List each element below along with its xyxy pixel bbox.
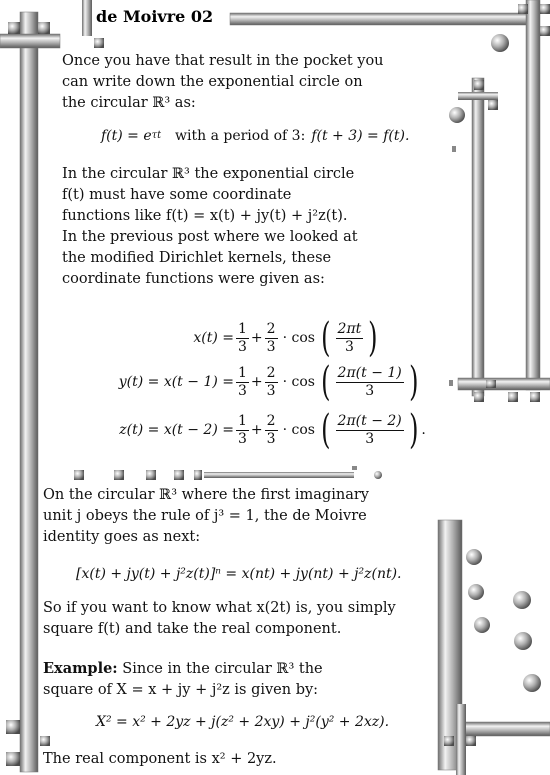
chrome-ball [474, 617, 490, 633]
frame-bar [82, 0, 92, 36]
frame-square [508, 392, 518, 402]
equation-square: X² = x² + 2yz + j(z² + 2xy) + j²(y² + 2xz). [96, 714, 390, 730]
paragraph-square: So if you want to know what x(2t) is, you simply square f(t) and take the real component. [43, 600, 396, 637]
example-label: Example: [43, 660, 118, 677]
frame-square [352, 466, 357, 470]
frame-square [6, 720, 20, 734]
frame-square [466, 736, 476, 746]
frame-bar [0, 34, 60, 48]
equation-exponential-circle: f(t) = e τt with a period of 3: f(t + 3) = f(t). [101, 128, 410, 144]
paragraph-intro: Once you have that result in the pocket you can write down the exponential circle on the circular ℝ³ as: [62, 53, 384, 111]
chrome-ball [449, 107, 465, 123]
frame-bar [460, 722, 550, 736]
chrome-ball [491, 34, 509, 52]
chrome-ball [468, 584, 484, 600]
frame-bar [456, 704, 466, 775]
page-title: de Moivre 02 [96, 7, 214, 26]
equation-de-moivre-identity: [x(t) + jy(t) + j²z(t)]ⁿ = x(nt) + jy(nt) + j²z(nt). [76, 566, 402, 582]
frame-square [40, 736, 50, 746]
equation-row-z: z(t) = x(t − 2) = $\frac{1}{3}$ + $\frac{2}{3}$ · cos ( $\frac{2\pi(t - 2)}{3}$ ) . [119, 407, 426, 453]
frame-square [38, 22, 50, 34]
frame-square [540, 26, 550, 36]
frame-bar [204, 472, 354, 478]
frame-square [449, 380, 453, 386]
paragraph-de-moivre: On the circular ℝ³ where the first imaginary unit j obeys the rule of j³ = 1, the de Moivre identity goes as next: [43, 487, 369, 545]
frame-square [486, 380, 496, 388]
frame-square [74, 470, 84, 480]
paragraph-example [43, 658, 343, 701]
frame-square [474, 392, 484, 402]
frame-bar [472, 78, 484, 396]
frame-square [8, 22, 20, 34]
frame-square [530, 392, 540, 402]
frame-square [146, 470, 156, 480]
equation-row-y: y(t) = x(t − 1) = $\frac{1}{3}$ + $\frac{2}{3}$ · cos ( $\frac{2\pi(t - 1)}{3}$ ) [118, 359, 419, 405]
chrome-ball [466, 549, 482, 565]
equation-row-x: x(t) = $\frac{1}{3}$ + $\frac{2}{3}$ · cos ( $\frac{2\pi t}{3}$ ) [193, 315, 378, 361]
frame-bar [458, 92, 498, 100]
frame-bar [526, 0, 540, 390]
paragraph-coordinate-functions: In the circular ℝ³ the exponential circle f(t) must have some coordinate functions like f(t) = x(t) + jy(t) + j²z(t). In the previous post where we looked at the modified Dirichlet kernels, these coordinate functions were given as: [62, 166, 358, 287]
frame-square [174, 470, 184, 480]
frame-square [6, 752, 20, 766]
chrome-ball [513, 591, 531, 609]
frame-square [540, 4, 550, 14]
frame-square [488, 100, 498, 110]
frame-square [94, 38, 104, 48]
paragraph-real-component: The real component is x² + 2yz. [43, 751, 277, 767]
frame-square [194, 470, 202, 480]
example-text: Since in the circular ℝ³ the square of X = x + jy + j²z is given by: [43, 661, 323, 698]
frame-square [452, 146, 456, 152]
frame-bar [230, 13, 530, 25]
chrome-ball [514, 632, 532, 650]
frame-square [474, 80, 484, 90]
chrome-ball [523, 674, 541, 692]
frame-square [518, 4, 528, 14]
frame-square [114, 470, 124, 480]
chrome-ball [374, 471, 382, 479]
frame-bar [20, 12, 38, 772]
frame-square [444, 736, 454, 746]
frame-bar [458, 378, 550, 390]
